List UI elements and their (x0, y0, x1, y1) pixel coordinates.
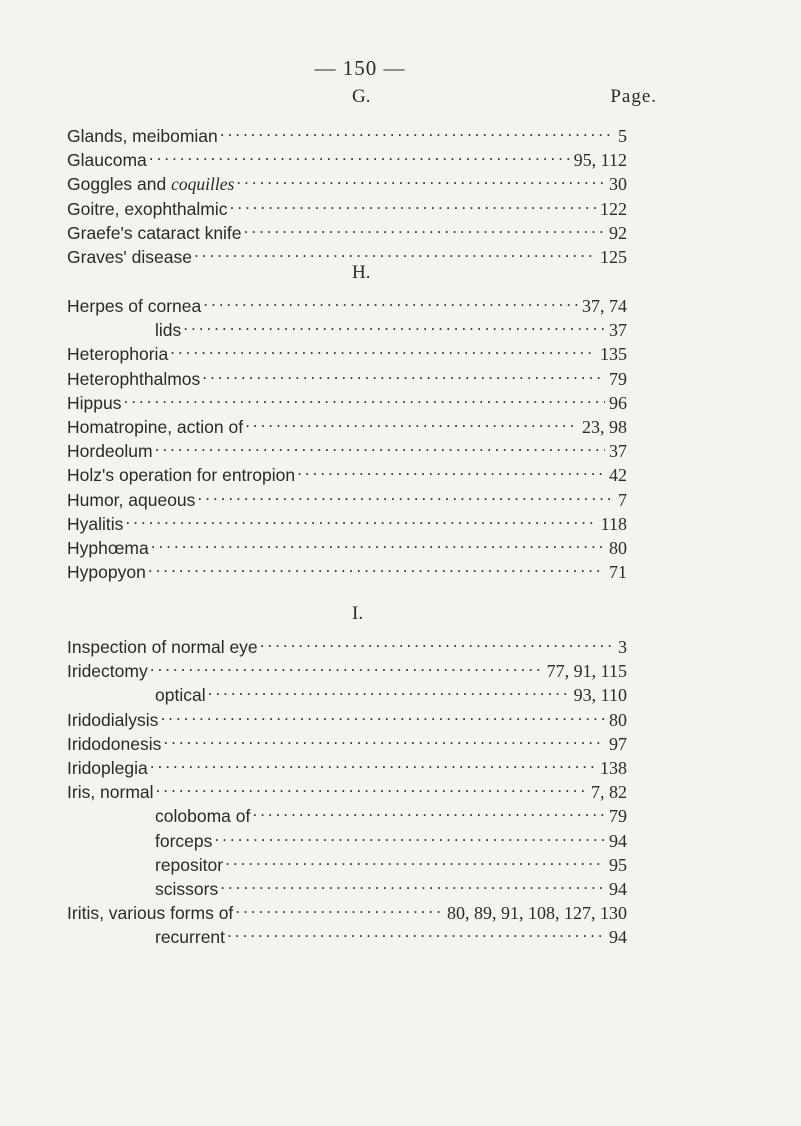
dot-leader (151, 530, 605, 554)
entry-pages: 37 (609, 320, 627, 341)
entry-term: Heterophthalmos (67, 368, 201, 389)
entry-term: Glaucoma (67, 150, 147, 171)
index-entry (67, 629, 627, 657)
entry-pages: 77, 91, 115 (546, 661, 627, 682)
entry-pages: 93, 110 (573, 685, 627, 706)
dot-leader (183, 312, 605, 336)
entry-term: Goitre, exophthalmic (67, 198, 228, 219)
index-entry (67, 166, 627, 195)
dot-leader (245, 409, 578, 433)
index-entry (67, 554, 627, 583)
index-subentry (67, 312, 627, 341)
entry-term: lids (155, 320, 182, 341)
entry-term: Heterophoria (67, 344, 169, 365)
dot-leader (125, 506, 596, 530)
dot-leader (194, 239, 596, 263)
entry-pages: 37 (609, 441, 627, 462)
entry-pages: 135 (600, 344, 627, 365)
index-entry (67, 288, 627, 316)
dot-leader (170, 336, 596, 360)
column-header (67, 86, 657, 110)
dot-leader (260, 629, 614, 653)
index-entry (67, 433, 627, 462)
entry-term: Hyphœma (67, 538, 149, 558)
entry-pages: 42 (609, 465, 627, 486)
entry-term: Graefe's cataract knife (67, 222, 242, 243)
entry-term: Hyalitis (67, 513, 124, 534)
index-entry (67, 774, 627, 803)
index-entry (67, 142, 627, 171)
entry-pages: 71 (609, 562, 627, 583)
entry-term: Iridodialysis (67, 709, 159, 730)
index-entry (67, 215, 627, 243)
dot-leader (227, 919, 605, 943)
dot-leader (156, 774, 587, 798)
entry-pages: 138 (600, 758, 627, 778)
index-entry (67, 409, 627, 437)
dot-leader (203, 288, 578, 312)
entry-term: Homatropine, action of (67, 417, 244, 437)
entry-pages: 37, 74 (582, 296, 627, 316)
dot-leader (297, 457, 605, 481)
entry-pages: 5 (618, 126, 627, 146)
entry-pages: 3 (618, 637, 627, 657)
entry-pages: 97 (609, 733, 627, 754)
entry-pages: 92 (609, 222, 627, 243)
dot-leader (197, 482, 614, 506)
entry-term: forceps (155, 830, 213, 851)
dot-leader (149, 142, 570, 166)
dot-leader (202, 361, 605, 385)
entry-pages: 94 (609, 927, 627, 948)
entry-term: scissors (155, 879, 219, 899)
index-entry (67, 750, 627, 778)
entry-term: Inspection of normal eye (67, 637, 258, 657)
index-entry (67, 336, 627, 365)
index-subentry (67, 871, 627, 899)
dot-leader (252, 798, 605, 822)
dot-leader (208, 677, 570, 701)
page-column-label: Page. (610, 86, 657, 107)
entry-pages: 80, 89, 91, 108, 127, 130 (447, 903, 627, 924)
index-entry (67, 191, 627, 219)
index-entry (67, 361, 627, 389)
entry-term: Hippus (67, 392, 122, 413)
dot-leader (155, 433, 605, 457)
dot-leader (236, 166, 605, 190)
entry-pages: 7, 82 (591, 782, 627, 803)
entry-pages: 94 (609, 879, 627, 899)
dot-leader (230, 191, 597, 215)
section-letter-g: G. (352, 86, 371, 107)
entry-pages: 79 (609, 806, 627, 827)
index-subentry (67, 847, 627, 875)
index-entry (67, 653, 627, 682)
entry-term: Herpes of cornea (67, 296, 202, 316)
entry-term: Graves' disease (67, 247, 192, 267)
dot-leader (214, 823, 605, 847)
entry-term: Iridoplegia (67, 758, 148, 778)
section-letter-h: H. (352, 262, 371, 283)
entry-pages: 23, 98 (582, 417, 627, 437)
index-entry (67, 530, 627, 558)
entry-term: Iritis, various forms of (67, 903, 234, 924)
entry-term: repositor (155, 854, 224, 875)
index-entry (67, 702, 627, 730)
entry-pages: 125 (600, 247, 627, 267)
entry-pages: 30 (609, 174, 627, 195)
index-entry (67, 506, 627, 534)
entry-term: Iridectomy (67, 661, 148, 682)
entry-term: recurrent (155, 927, 226, 948)
index-entry (67, 239, 627, 267)
index-entry (67, 482, 627, 510)
entry-pages: 79 (609, 368, 627, 389)
entry-term: coloboma of (155, 806, 251, 827)
dot-leader (244, 215, 605, 239)
entry-term: Iridodonesis (67, 733, 162, 754)
dot-leader (123, 385, 605, 409)
entry-term-text: Goggles and (67, 174, 172, 195)
entry-term: Holz's operation for entropion (67, 465, 296, 486)
entry-term-italic: coquilles (171, 174, 235, 195)
entry-pages: 96 (609, 392, 627, 413)
entry-term: Glands, meibomian (67, 126, 218, 146)
dot-leader (150, 653, 543, 677)
index-entry (67, 385, 627, 413)
entry-term: optical (155, 685, 206, 706)
entry-pages: 80 (609, 538, 627, 558)
index-subentry (67, 798, 627, 827)
dot-leader (150, 750, 596, 774)
section-letter-i: I. (352, 603, 364, 624)
dot-leader (220, 118, 614, 142)
entry-pages: 7 (618, 489, 627, 510)
index-subentry (67, 919, 627, 948)
dot-leader (220, 871, 605, 895)
index-entry (67, 118, 627, 146)
entry-term: Iris, normal (67, 782, 154, 803)
entry-pages: 94 (609, 830, 627, 851)
index-entry (67, 726, 627, 754)
page-number: — 150 — (314, 56, 406, 80)
entry-pages: 95, 112 (573, 150, 627, 171)
dot-leader (235, 895, 443, 919)
entry-pages: 80 (609, 709, 627, 730)
entry-pages: 122 (600, 198, 627, 219)
entry-pages: 118 (600, 513, 627, 534)
entry-pages: 95 (609, 854, 627, 875)
entry-term: Humor, aqueous (67, 489, 196, 510)
dot-leader (160, 702, 605, 726)
entry-term: Hypopyon (67, 562, 146, 583)
entry-term: Hordeolum (67, 441, 153, 462)
dot-leader (225, 847, 605, 871)
dot-leader (148, 554, 605, 578)
dot-leader (163, 726, 605, 750)
index-entry (67, 895, 627, 924)
index-subentry (67, 823, 627, 851)
index-entry (67, 457, 627, 486)
index-subentry (67, 677, 627, 706)
